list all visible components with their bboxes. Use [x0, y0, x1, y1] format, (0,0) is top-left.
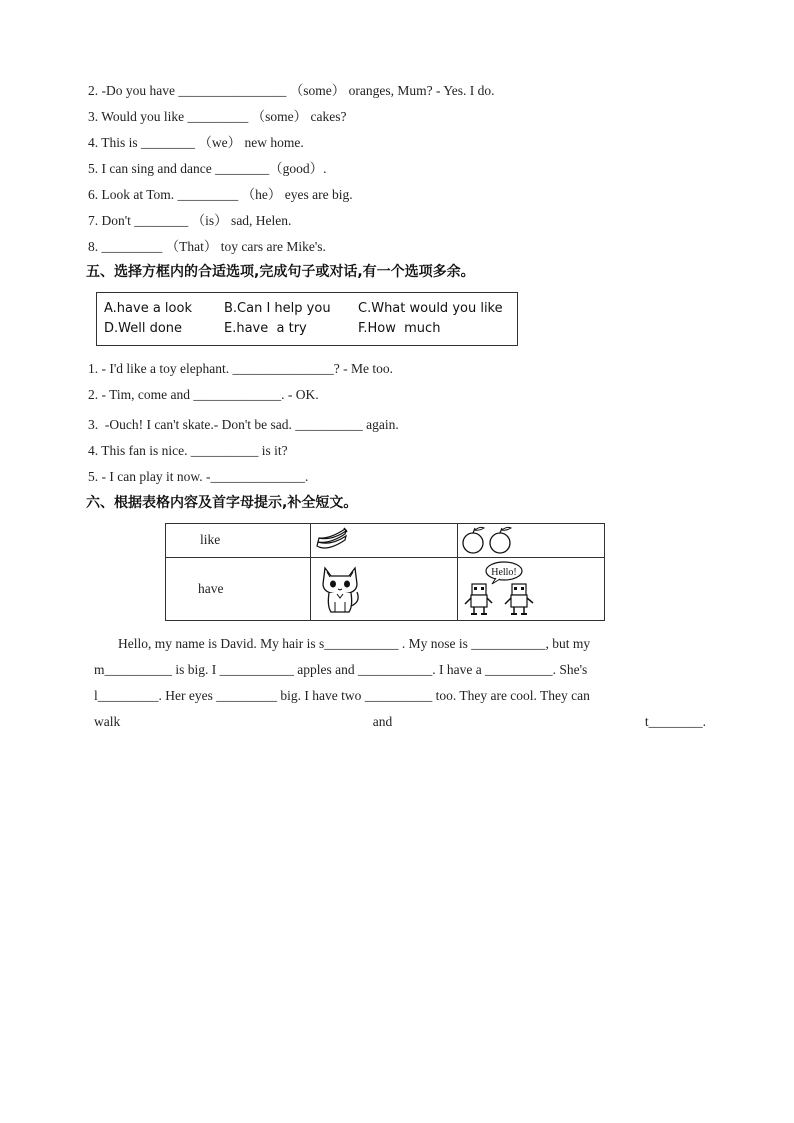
- paragraph-text: Hello, my name is David. My hair is s___________ . My nose is ___________, but my: [118, 636, 591, 651]
- paragraph-line: [94, 683, 706, 709]
- exercise-item: 5. - I can play it now. -______________.: [88, 469, 309, 484]
- option-b: B.Can I help you: [224, 301, 331, 316]
- cat-icon: [317, 562, 363, 616]
- paragraph-text: l_________. Her eyes _________ big. I have two __________ too. They are cool. They can: [94, 688, 590, 703]
- apples-icon: [460, 524, 520, 556]
- option-e: E.have a try: [224, 321, 307, 336]
- row-label-like: like: [200, 532, 221, 547]
- table-cell-image: [457, 524, 604, 558]
- exercise-item: 6. Look at Tom. _________ （he） eyes are big.: [88, 187, 353, 202]
- option-a: A.have a look: [104, 301, 192, 316]
- exercise-item: 5. I can sing and dance ________（good）.: [88, 161, 327, 176]
- options-box: [96, 292, 518, 346]
- paragraph-text: m__________ is big. I ___________ apples and ___________. I have a __________. She's: [94, 662, 588, 677]
- banana-icon: [315, 526, 349, 554]
- paragraph-word-and: and: [372, 714, 393, 729]
- section-heading: 五、选择方框内的合适选项,完成句子或对话,有一个选项多余。: [86, 264, 475, 280]
- table-cell-image: [457, 558, 604, 621]
- exercise-item: 1. - I'd like a toy elephant. _______________? - Me too.: [88, 361, 393, 376]
- exercise-item: 4. This fan is nice. __________ is it?: [88, 443, 288, 458]
- option-d: D.Well done: [104, 321, 183, 336]
- table-cell-image: [311, 524, 457, 558]
- exercise-item: 7. Don't ________ （is） sad, Helen.: [88, 213, 292, 228]
- cloze-paragraph: [94, 631, 706, 735]
- table-cell-label: [166, 558, 311, 621]
- exercise-item: 3. Would you like _________ （some） cakes?: [88, 109, 347, 124]
- robots-icon: [462, 560, 552, 618]
- exercise-item: 3. -Ouch! I can't skate.- Don't be sad. __________ again.: [88, 417, 399, 432]
- table-cell-label: [166, 524, 311, 558]
- table-cell-image: [311, 558, 457, 621]
- speech-bubble-text: Hello!: [490, 567, 517, 578]
- exercise-item: 4. This is ________ （we） new home.: [88, 135, 304, 150]
- paragraph-line: [94, 709, 706, 735]
- paragraph-line: [94, 631, 706, 657]
- exercise-item: 8. _________ （That） toy cars are Mike's.: [88, 239, 326, 254]
- exercise-item: 2. - Tim, come and _____________. - OK.: [88, 387, 319, 402]
- option-c: C.What would you like: [358, 301, 503, 316]
- section-heading: 六、根据表格内容及首字母提示,补全短文。: [86, 495, 358, 511]
- option-f: F.How much: [358, 321, 441, 336]
- row-label-have: have: [198, 581, 224, 596]
- exercise-item: 2. -Do you have ________________ （some） oranges, Mum? - Yes. I do.: [88, 83, 495, 98]
- info-table: [165, 523, 605, 621]
- paragraph-word-t: t________.: [644, 714, 706, 729]
- paragraph-line: [94, 657, 706, 683]
- paragraph-word-walk: walk: [94, 714, 121, 729]
